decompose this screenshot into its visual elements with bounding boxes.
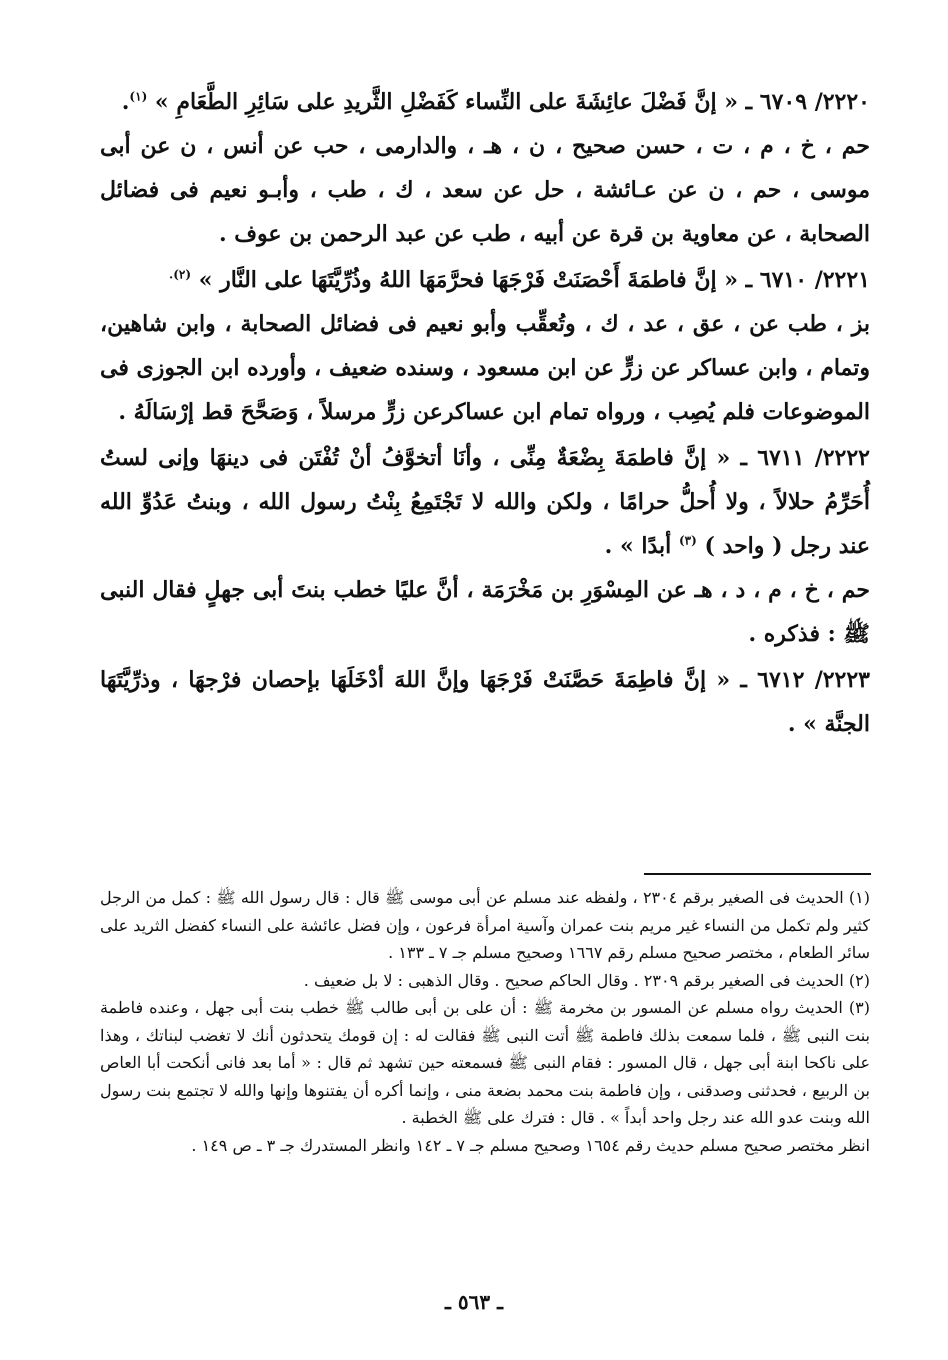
- hadith-sources: حم ، خ ، م ، ت ، حسن صحيح ، ن ، هـ ، والدارمى ، حب عن أنس ، ن عن أبى موسى ، حم ، ن عن عـائشة ، حل عن سعد ، ك ، طب ، وأبـو نعيم فى فضائل الصحابة ، عن معاوية بن قرة عن أبيه ، طب عن عبد الرحمن بن عوف .: [100, 133, 870, 247]
- footnote-ref-3[interactable]: (٣): [678, 533, 697, 548]
- footnote-separator: [644, 873, 871, 875]
- page-number: ـ ٥٦٣ ـ: [445, 1290, 503, 1314]
- hadith-text: ٢٢٢١/ ٦٧١٠ ـ « إنَّ فاطمَةَ أَحْصَنَتْ فَرْجَهَا فحرَّمَهَا اللهُ وذُرِّيَّتَهَا على النَّار » $^{(٢).}$: [169, 267, 870, 293]
- hadith-2220: [100, 80, 870, 256]
- footnote-3-reference: انظر مختصر صحيح مسلم حديث رقم ١٦٥٤ وصحيح مسلم جـ ٧ ـ ١٤٢ وانظر المستدرك جـ ٣ ـ ص ١٤٩ .: [191, 1135, 870, 1155]
- main-text: [100, 80, 870, 748]
- hadith-text: ٢٢٢٠/ ٦٧٠٩ ـ « إنَّ فَضْلَ عائِشَةَ على النِّساء كَفَضْلِ الثَّريدِ على سَائِرِ الطَّعَامِ » $^{(١)}$.: [121, 89, 870, 115]
- hadith-text: ٢٢٢٣/ ٦٧١٢ ـ « إنَّ فاطِمَةَ حَصَّنَتْ فَرْجَهَا وإنَّ اللهَ أدْخَلَهَا بإحصان فرْجهَا ، وذرِّيَّتَهَا الجنَّة » .: [100, 667, 870, 737]
- footnote-ref-2[interactable]: (٢).: [169, 267, 192, 282]
- hadith-2222: [100, 436, 870, 656]
- footnote-ref-1[interactable]: (١): [129, 89, 148, 104]
- salutation-glyph: ﷺ: [843, 621, 870, 647]
- hadith-sources: بز ، طب عن ، عق ، عد ، ك ، وتُعقِّب وأبو نعيم فى فضائل الصحابة ، وابن شاهين، وتمام ، وابن عساكر عن زرٍّ عن ابن مسعود ، وسنده ضعيف ، وأورده ابن الجوزى فى الموضوعات فلم يُصِب ، ورواه تمام ابن عساكرعن زرٍّ مرسلاً ، وَصَحَّحَ قط إرْسَالَهُ .: [100, 311, 870, 425]
- footnotes: [100, 884, 870, 1159]
- hadith-2221: [100, 258, 870, 434]
- hadith-sources: حم ، خ ، م ، د ، هـ عن المِسْوَرِ بن مَخْرَمَة ، أنَّ عليًا خطب بنتَ أبى جهلٍ فقال النبى ﷺ : فذكره .: [100, 577, 870, 647]
- footnote-1: (١) الحديث فى الصغير برقم ٢٣٠٤ ، ولفظه عند مسلم عن أبى موسى ﷺ قال : قال رسول الله ﷺ : كمل من الرجل كثير ولم تكمل من النساء غير مريم بنت عمران وآسية امرأة فرعون ، وإن فضل عائشة على النساء كفضل الثريد على سائر الطعام ، مختصر صحيح مسلم رقم ١٦٦٧ وصحيح مسلم جـ ٧ ـ ١٣٣ .: [100, 888, 870, 962]
- footnote-3: (٣) الحديث رواه مسلم عن المسور بن مخرمة ﷺ : أن على بن أبى طالب ﷺ خطب بنت أبى جهل ، وعنده فاطمة بنت النبى ﷺ ، فلما سمعت بذلك فاطمة ﷺ أتت النبى ﷺ فقالت له : إن قومك يتحدثون أنك لا تغضب لبناتك ، وهذا على ناكحا ابنة أبى جهل ، قال المسور : فقام النبى ﷺ فسمعته حين تشهد ثم قال : « أما بعد فانى أنكحت أبا العاص بن الربيع ، فحدثنى وصدقنى ، وإن فاطمة بنت محمد بضعة منى ، وإنما أكره أن يفتنوها وإنها والله لا تجتمع بنت رسول الله وبنت عدو الله عند رجل واحد أبداً » . قال : فترك على ﷺ الخطبة .: [100, 998, 870, 1127]
- footnote-2: (٢) الحديث فى الصغير برقم ٢٣٠٩ . وقال الحاكم صحيح . وقال الذهبى : لا بل ضعيف .: [303, 970, 870, 990]
- hadith-text: ٢٢٢٢/ ٦٧١١ ـ « إنَّ فاطمَةَ بِضْعَةٌ مِنِّى ، وأنَا أتخوَّفُ أنْ تُفْتَن فى دينهَا وإنى لستُ أُحَرِّمُ حلالاً ، ولا أُحلُّ حرامًا ، ولكن والله لا تَجْتَمِعُ بِنْتُ رسول الله ، وبنتُ عَدُوِّ الله عند رجل ( واحد ) $^{(٣)}$ أبدًا » .: [100, 445, 870, 559]
- hadith-2223: [100, 658, 870, 746]
